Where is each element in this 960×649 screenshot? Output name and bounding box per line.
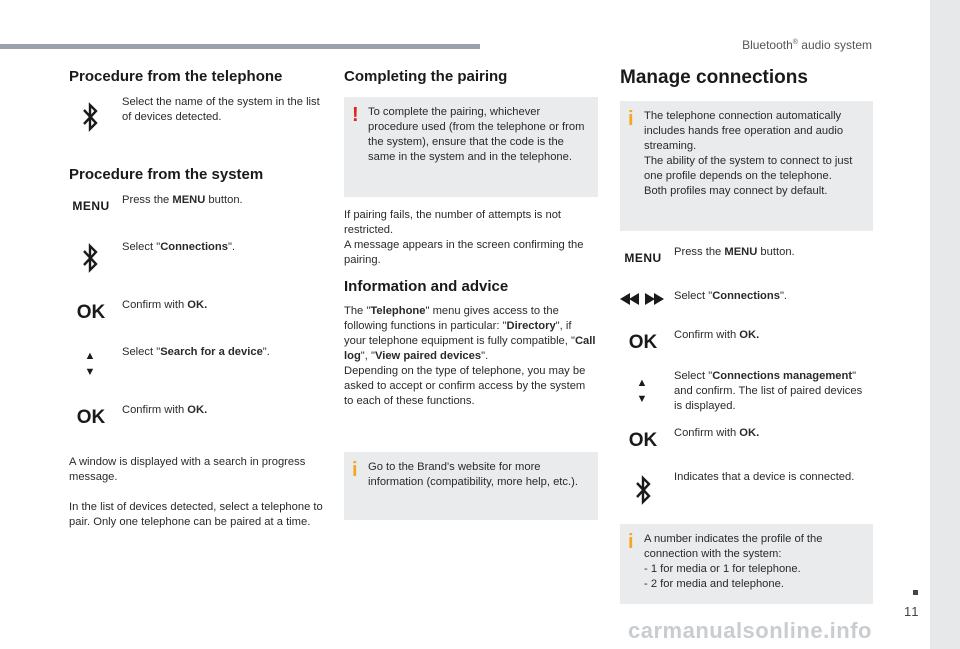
bluetooth-icon	[631, 474, 655, 506]
step-select-connections: Select "Connections".	[674, 290, 788, 302]
step-connections-management: Select "Connections management" and confirm. The list of paired devices is displayed.	[674, 370, 863, 412]
warning-icon: !	[352, 104, 359, 126]
step-press-menu: Press the MENU button.	[122, 194, 243, 206]
device-connected-text: Indicates that a device is connected.	[674, 471, 855, 483]
step-confirm-ok: Confirm with OK.	[122, 299, 208, 311]
info-icon: i	[628, 531, 634, 553]
step-search-device: Select "Search for a device".	[122, 346, 270, 358]
connection-info-box	[620, 101, 873, 231]
up-down-arrows-icon: ▲ ▼	[84, 350, 96, 378]
info-icon: i	[628, 108, 634, 130]
up-down-arrows-icon: ▲ ▼	[636, 377, 648, 405]
select-telephone-paragraph: In the list of devices detected, select a telephone to pair. Only one telephone can be paired at a time.	[69, 501, 323, 528]
step-confirm-ok-2: Confirm with OK.	[674, 427, 760, 439]
profile-number-text: A number indicates the profile of the connection with the system: - 1 for media or 1 for telephone. - 2 for media and telephone.	[644, 533, 823, 590]
ok-button-icon: OK	[76, 302, 106, 323]
warning-box	[344, 97, 598, 197]
page-number: 11	[904, 604, 920, 619]
heading-manage-connections: Manage connections	[620, 67, 808, 88]
step-confirm-ok-2: Confirm with OK.	[122, 404, 208, 416]
ok-button-icon: OK	[628, 332, 658, 353]
brand-website-text: Go to the Brand's website for more information (compatibility, more help, etc.).	[368, 461, 578, 488]
ok-button-icon: OK	[76, 407, 106, 428]
info-icon: i	[352, 459, 358, 481]
profile-number-box	[620, 524, 873, 604]
warning-text: To complete the pairing, whichever procedure used (from the telephone or from the system), ensure that the code is the same in the system and in the telephone.	[368, 106, 585, 163]
header-rule	[0, 44, 480, 49]
heading-procedure-telephone: Procedure from the telephone	[69, 68, 283, 85]
step-select-connections: Select "Connections".	[122, 241, 236, 253]
pairing-fail-text: If pairing fails, the number of attempts is not restricted. A message appears in the screen confirming the pairing.	[344, 209, 584, 266]
heading-completing-pairing: Completing the pairing	[344, 68, 508, 85]
bluetooth-icon	[78, 101, 102, 133]
connection-info-text: The telephone connection automatically includes hands free operation and audio streaming. The ability of the system to connect to just one profile depends on the telephone. Both profiles may connect by default.	[644, 110, 853, 197]
heading-information-advice: Information and advice	[344, 278, 509, 295]
left-right-arrows-icon	[619, 290, 665, 308]
step-press-menu: Press the MENU button.	[674, 246, 795, 258]
continued-marker	[913, 590, 918, 595]
page-header-title: Bluetooth® audio system	[742, 38, 872, 52]
step-confirm-ok: Confirm with OK.	[674, 329, 760, 341]
bluetooth-icon	[78, 242, 102, 274]
side-strip	[930, 0, 960, 649]
brand-website-box	[344, 452, 598, 520]
heading-procedure-system: Procedure from the system	[69, 166, 264, 183]
ok-button-icon: OK	[628, 430, 658, 451]
telephone-menu-paragraph: The "Telephone" menu gives access to the following functions in particular: "Directory", if your telephone equipment is fully compatible, "Call log", "View paired devices". Depending on the type of telephone, you may be asked to accept or confirm access by the system to each of these functions.	[344, 305, 596, 407]
watermark: carmanualsonline.info	[628, 618, 872, 643]
menu-button-icon: MENU	[624, 251, 662, 265]
menu-button-icon: MENU	[72, 199, 110, 213]
phone-step-text: Select the name of the system in the list of devices detected.	[122, 96, 320, 123]
search-progress-paragraph: A window is displayed with a search in progress message.	[69, 456, 306, 483]
